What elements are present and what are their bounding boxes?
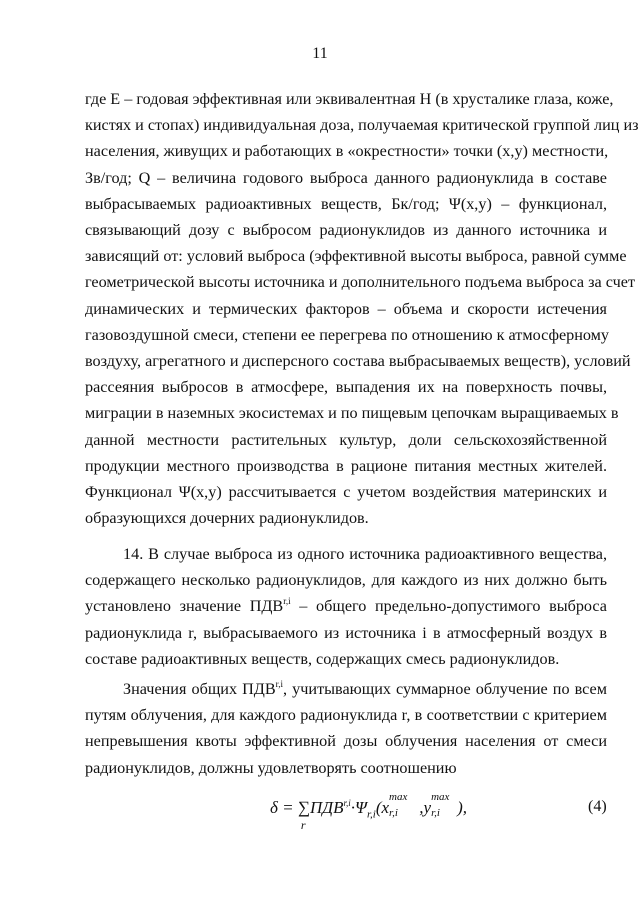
paragraph-definitions [85,86,639,531]
text-line-with-superscript [85,676,607,702]
formula-psi: ·Ψ [350,798,367,817]
sum-index: r [300,818,306,832]
text-line: геометрической высоты источника и дополнительного подъема выброса за счет [85,273,636,292]
text-line: населения, живущих и работающих в «окрестности» точки (x,y) местности, [85,142,609,161]
text-line: Зв/год; Q – величина годового выброса данного радионуклида в составе [85,168,607,187]
text-line: рассеяния выбросов в атмосфере, выпадения их на поверхность почвы, [85,378,607,397]
y-subscript: r,i [431,807,440,820]
text-line: выбрасываемых радиоактивных веществ, Бк/год; Ψ(x,y) – функционал, [85,194,607,213]
pdv-term: установлено значение ПДВ [85,597,284,616]
text-line: газовоздушной смеси, степени ее перегрева по отношению к атмосферному [85,325,610,344]
text-line-with-superscript [85,593,607,619]
text-line: кистях и стопах) индивидуальная доза, получаемая критической группой лиц из [85,116,639,135]
text-line: составе радиоактивных веществ, содержащих смесь радионуклидов. [85,649,560,668]
text-line: 14. В случае выброса из одного источника радиоактивного вещества, [123,545,607,563]
formula-4 [270,791,468,832]
pdv-superscript: r,i [283,596,291,607]
text-line: содержащего несколько радионуклидов, для каждого из них должно быть [85,571,607,590]
y-superscript: max [431,791,450,804]
text-line: связывающий дозу с выбросом радионуклидов из данного источника и [85,221,607,240]
text-line: зависящий от: условий выброса (эффективной высоты выброса, равной сумме [85,247,627,266]
text-fragment: Значения общих ПДВ [123,680,276,698]
formula-close: ), [457,798,468,817]
formula-term-superscript: r,i [343,798,351,808]
sum-glyph: ∑ [297,798,310,817]
formula-open: (x [375,798,390,817]
formula-y-indices [431,791,457,820]
formula-term: ПДВ [310,798,344,817]
text-fragment: , учитывающих суммарное облучение по всем [283,680,607,698]
text-line: образующихся дочерних радионуклидов. [85,509,369,528]
text-line: динамических и термических факторов – объема и скорости истечения [85,299,607,318]
paragraph-14 [85,541,607,672]
pdv-superscript: r,i [275,679,284,689]
text-line: путям облучения, для каждого радионуклида r, в соответствии с критерием [85,706,607,725]
text-line: миграции в наземных экосистемах и по пищевым цепочкам выращиваемых в [85,404,619,423]
page-number: 11 [312,45,328,62]
text-line: воздуху, агрегатного и дисперсного состава выбрасываемых веществ), условий [85,352,631,371]
x-subscript: r,i [389,807,398,820]
formula-psi-subscript: r,i [366,808,376,821]
sum-symbol [297,798,310,832]
text-fragment: – общего предельно-допустимого выброса [290,597,607,616]
formula-lhs: δ = [270,798,298,817]
x-superscript: max [389,791,408,804]
text-line: где Е – годовая эффективная или эквивалентная Н (в хрусталике глаза, коже, [85,90,614,108]
text-line: радионуклида r, выбрасываемого из источника i в атмосферный воздух в [85,623,607,642]
formula-comma: ,y [415,798,432,817]
text-line: Функционал Ψ(x,y) рассчитывается с учетом воздействия материнских и [85,483,607,502]
equation-number: (4) [588,798,607,815]
text-line: непревышения квоты эффективной дозы облучения населения от смеси [85,732,607,751]
formula-x-indices [389,791,415,820]
paragraph-pdv-values [85,676,607,781]
text-line: продукции местного производства в рационе питания местных жителей. [85,456,607,475]
text-line: данной местности растительных культур, доли сельскохозяйственной [85,430,607,449]
text-line: радионуклидов, должны удовлетворять соотношению [85,758,457,777]
